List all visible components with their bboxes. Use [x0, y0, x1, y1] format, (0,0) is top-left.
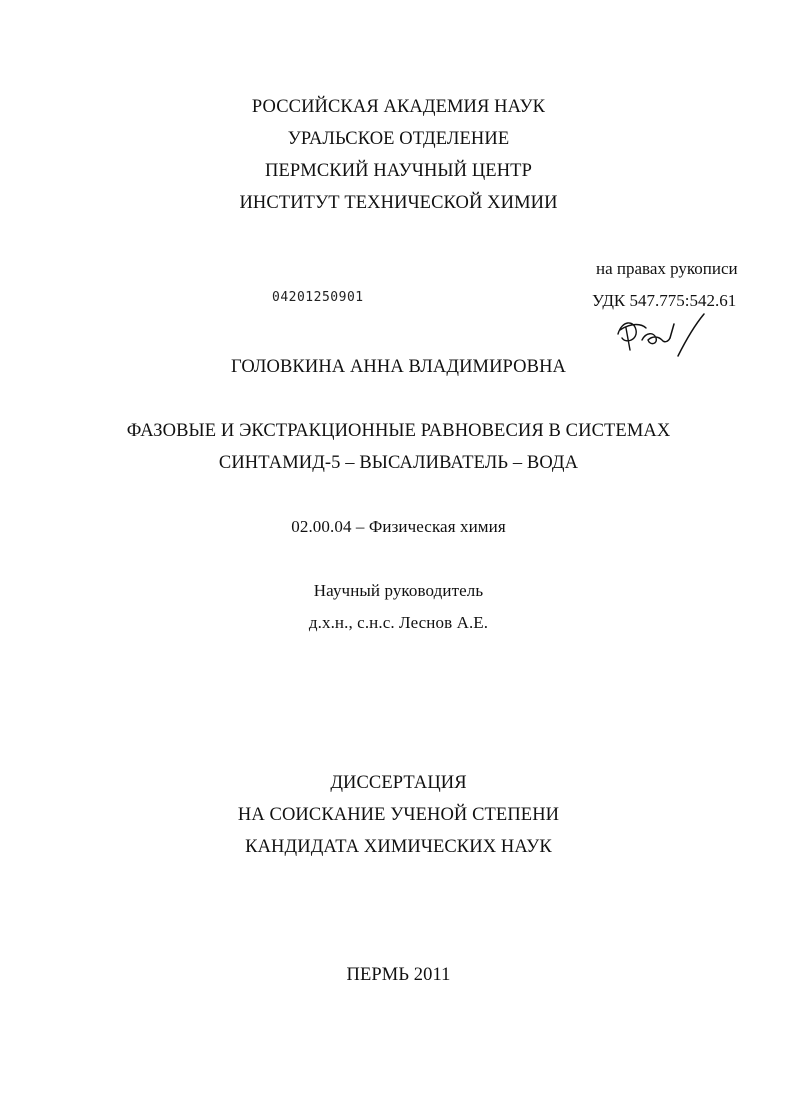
dissertation-label: ДИССЕРТАЦИЯ [330, 773, 467, 793]
specialty: 02.00.04 – Физическая химия [291, 517, 506, 536]
manuscript-rights: на правах рукописи [596, 259, 738, 278]
header-branch: УРАЛЬСКОЕ ОТДЕЛЕНИЕ [287, 129, 510, 149]
degree-line2: КАНДИДАТА ХИМИЧЕСКИХ НАУК [245, 837, 552, 857]
header-center: ПЕРМСКИЙ НАУЧНЫЙ ЦЕНТР [265, 161, 532, 181]
dissertation-title-line2: СИНТАМИД-5 – ВЫСАЛИВАТЕЛЬ – ВОДА [218, 453, 579, 473]
signature-icon [612, 310, 708, 362]
author-name: ГОЛОВКИНА АННА ВЛАДИМИРОВНА [231, 357, 566, 377]
archive-number: 04201250901 [272, 290, 364, 305]
header-academy: РОССИЙСКАЯ АКАДЕМИЯ НАУК [251, 97, 546, 117]
city-year: ПЕРМЬ 2011 [346, 965, 451, 985]
supervisor-label: Научный руководитель [313, 581, 484, 600]
dissertation-title-line1: ФАЗОВЫЕ И ЭКСТРАКЦИОННЫЕ РАВНОВЕСИЯ В СИСТЕМАХ [126, 421, 671, 441]
header-institute: ИНСТИТУТ ТЕХНИЧЕСКОЙ ХИМИИ [239, 193, 558, 213]
degree-line1: НА СОИСКАНИЕ УЧЕНОЙ СТЕПЕНИ [237, 805, 560, 825]
supervisor-name: д.х.н., с.н.с. Леснов А.Е. [308, 613, 489, 632]
udk-code: УДК 547.775:542.61 [592, 291, 737, 310]
